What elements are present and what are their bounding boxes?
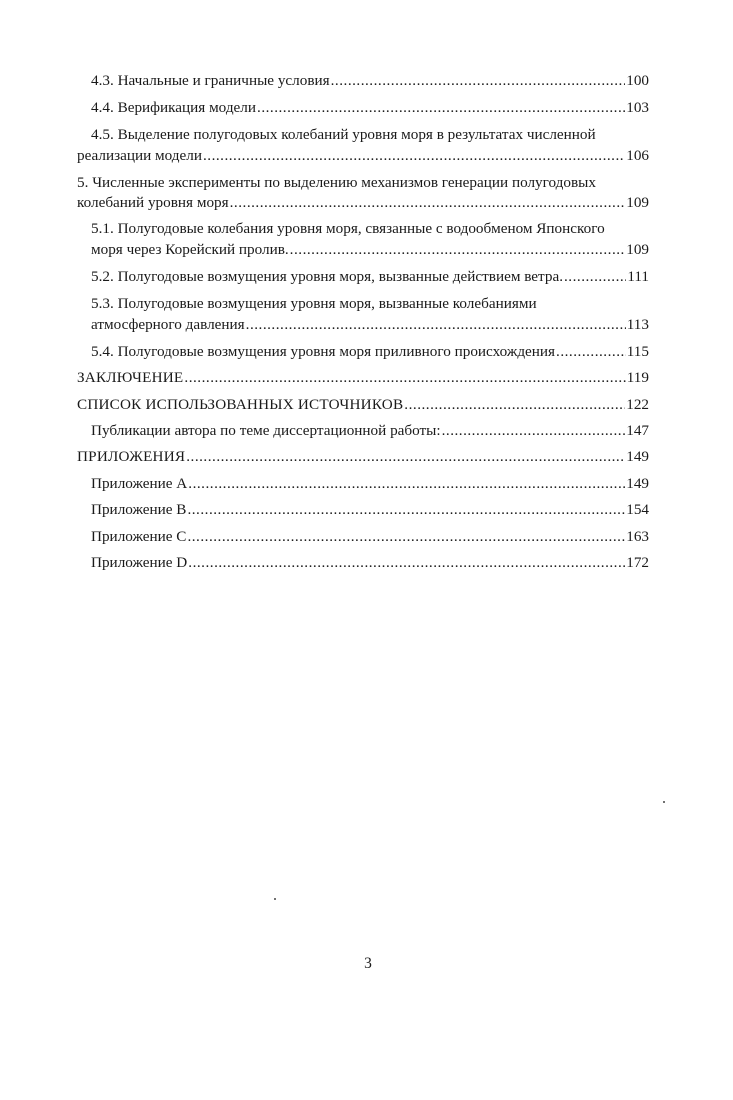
toc-leader-dots	[230, 194, 626, 212]
toc-entry-title: Приложение D	[91, 554, 188, 571]
toc-entry-page: 111	[627, 268, 649, 285]
toc-entry-title: атмосферного давления	[91, 316, 245, 333]
page-number: 3	[364, 955, 372, 972]
toc-entry-title: колебаний уровня моря	[77, 194, 229, 211]
toc-entry-page: 103	[626, 99, 649, 116]
toc-leader-dots	[187, 528, 625, 546]
toc-leader-dots	[290, 241, 626, 259]
toc-entry-4-3	[91, 72, 649, 90]
toc-leader-dots	[257, 99, 625, 117]
toc-leader-dots	[203, 147, 625, 165]
toc-leader-dots	[556, 343, 626, 361]
toc-entry-references	[77, 396, 649, 414]
toc-entry-5-3	[91, 316, 649, 334]
toc-entry-appendices	[77, 448, 649, 466]
scan-speck	[663, 801, 665, 803]
toc-entry-5-1	[91, 241, 649, 259]
toc-entry-5-4	[91, 343, 649, 361]
toc-leader-dots	[188, 554, 625, 572]
toc-entry-4-5-line1: 4.5. Выделение полугодовых колебаний уровня моря в результатах численной	[91, 126, 596, 143]
toc-entry-title: 5.2. Полугодовые возмущения уровня моря, вызванные действием ветра.	[91, 268, 563, 285]
toc-entry-page: 109	[626, 194, 649, 211]
toc-entry-page: 122	[626, 396, 649, 413]
toc-leader-dots	[564, 268, 626, 286]
toc-entry-page: 100	[626, 72, 649, 89]
toc-entry-5-2	[91, 268, 649, 286]
toc-entry-4-4	[91, 99, 649, 117]
toc-entry-title: Публикации автора по теме диссертационной работы:	[91, 422, 441, 439]
toc-leader-dots	[331, 72, 626, 90]
toc-entry-5-1-line1: 5.1. Полугодовые колебания уровня моря, связанные с водообменом Японского	[91, 220, 605, 237]
toc-entry-title: Приложение В	[91, 501, 187, 518]
toc-entry-title: ПРИЛОЖЕНИЯ	[77, 448, 186, 465]
toc-entry-conclusion	[77, 369, 649, 387]
toc-entry-title: Приложение С	[91, 528, 187, 545]
toc-entry-title: ЗАКЛЮЧЕНИЕ	[77, 369, 184, 386]
toc-entry-page: 115	[626, 343, 649, 360]
toc-entry-appendix-b	[91, 501, 649, 519]
toc-entry-page: 109	[626, 241, 649, 258]
toc-entry-title: 4.4. Верификация модели	[91, 99, 257, 116]
toc-entry-page: 119	[626, 369, 649, 386]
toc-entry-page: 113	[626, 316, 649, 333]
toc-entry-4-5	[77, 147, 649, 165]
toc-leader-dots	[187, 501, 625, 519]
toc-leader-dots	[404, 396, 625, 414]
toc-entry-5-3-line1: 5.3. Полугодовые возмущения уровня моря, вызванные колебаниями	[91, 295, 537, 312]
toc-entry-page: 154	[626, 501, 649, 518]
toc-entry-5	[77, 194, 649, 212]
toc-entry-page: 147	[626, 422, 649, 439]
toc-leader-dots	[188, 475, 625, 493]
toc-leader-dots	[186, 448, 625, 466]
toc-entry-page: 149	[626, 448, 649, 465]
toc-entry-appendix-d	[91, 554, 649, 572]
toc-entry-page: 163	[626, 528, 649, 545]
toc-entry-title: 4.3. Начальные и граничные условия	[91, 72, 330, 89]
toc-entry-appendix-c	[91, 528, 649, 546]
toc-entry-title: 5.4. Полугодовые возмущения уровня моря приливного происхождения	[91, 343, 556, 360]
toc-entry-5-line1: 5. Численные эксперименты по выделению механизмов генерации полугодовых	[77, 174, 596, 191]
toc-leader-dots	[246, 316, 626, 334]
toc-entry-title: СПИСОК ИСПОЛЬЗОВАННЫХ ИСТОЧНИКОВ	[77, 396, 404, 413]
toc-entry-appendix-a	[91, 475, 649, 493]
toc-leader-dots	[184, 369, 625, 387]
toc-leader-dots	[442, 422, 626, 440]
toc-entry-page: 106	[626, 147, 649, 164]
scan-speck	[274, 898, 276, 900]
toc-entry-title: реализации модели	[77, 147, 202, 164]
toc-entry-page: 149	[626, 475, 649, 492]
toc-entry-title: Приложение А	[91, 475, 188, 492]
toc-entry-page: 172	[626, 554, 649, 571]
toc-entry-title: моря через Корейский пролив.	[91, 241, 289, 258]
toc-entry-publications	[91, 422, 649, 440]
